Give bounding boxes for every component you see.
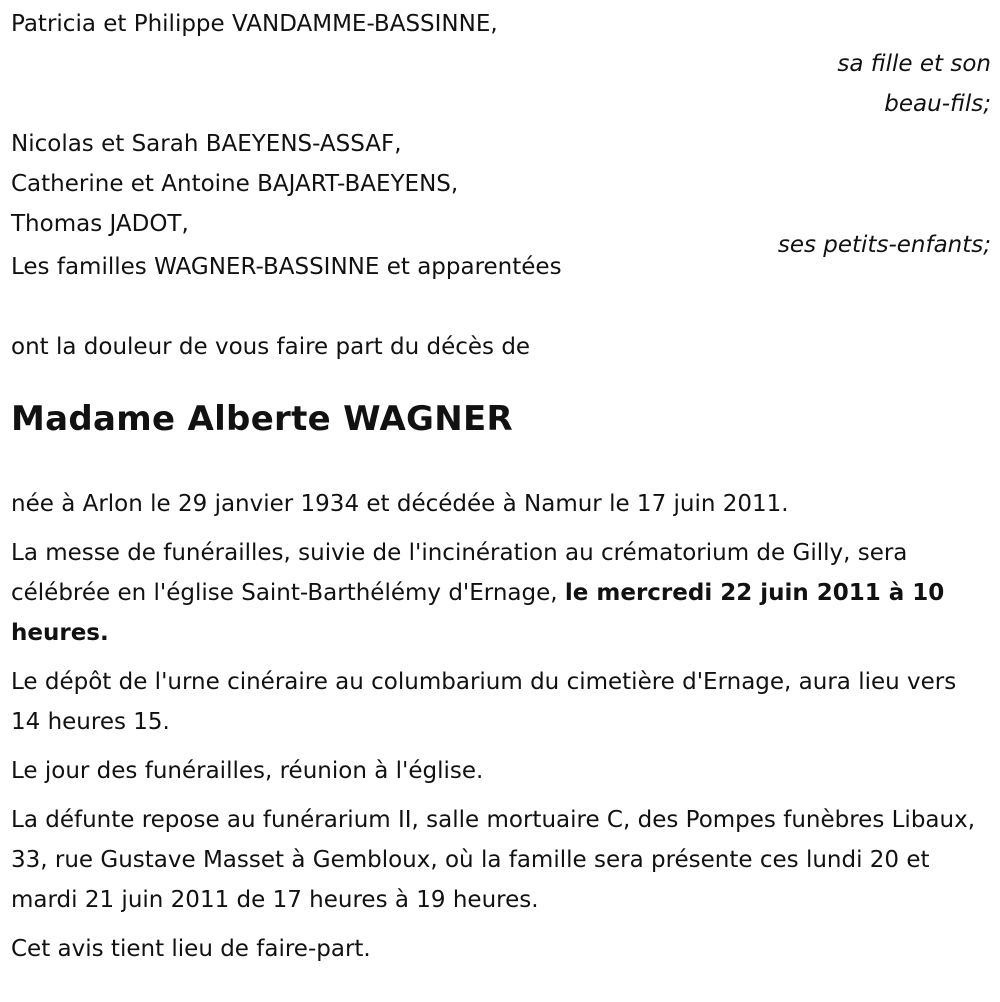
- spacer: [11, 439, 991, 484]
- mass-paragraph: [11, 533, 991, 653]
- daughter-role-1: sa fille et son: [837, 51, 991, 77]
- obituary-notice: [11, 4, 991, 969]
- spacer: [11, 287, 991, 327]
- families-line: Les familles WAGNER-BASSINNE et apparentées: [11, 254, 562, 280]
- urn-paragraph: Le dépôt de l'urne cinéraire au columbarium du cimetière d'Ernage, aura lieu vers 14 heures 15.: [11, 669, 957, 735]
- grandchild-line: Catherine et Antoine BAJART-BAEYENS,: [11, 171, 459, 197]
- grandchild-line: Nicolas et Sarah BAEYENS-ASSAF,: [11, 131, 402, 157]
- daughter-role-2: beau-fils;: [884, 91, 991, 117]
- announcement-line: ont la douleur de vous faire part du décès de: [11, 334, 531, 360]
- deceased-name: Madame Alberte WAGNER: [11, 399, 514, 439]
- closing-paragraph: Cet avis tient lieu de faire-part.: [11, 936, 371, 962]
- repose-paragraph: La défunte repose au funérarium II, salle mortuaire C, des Pompes funèbres Libaux, 33, rue Gustave Masset à Gembloux, où la famille sera présente ces lundi 20 et mardi 21 juin 2011 de 17 heures à 19 heures.: [11, 807, 976, 913]
- birth-death-paragraph: née à Arlon le 29 janvier 1934 et décédée à Namur le 17 juin 2011.: [11, 491, 789, 517]
- daughter-line: Patricia et Philippe VANDAMME-BASSINNE,: [11, 11, 498, 37]
- mass-date: le mercredi 22 juin 2011 à 10 heures.: [11, 580, 945, 646]
- grandchildren-role: ses petits-enfants;: [777, 232, 991, 258]
- mass-text: La messe de funérailles, suivie de l'incinération au crématorium de Gilly, sera célébrée en l'église Saint-Barthélémy d'Ernage,: [11, 540, 908, 606]
- gathering-paragraph: Le jour des funérailles, réunion à l'église.: [11, 758, 484, 784]
- grandchild-line: Thomas JADOT,: [11, 211, 189, 237]
